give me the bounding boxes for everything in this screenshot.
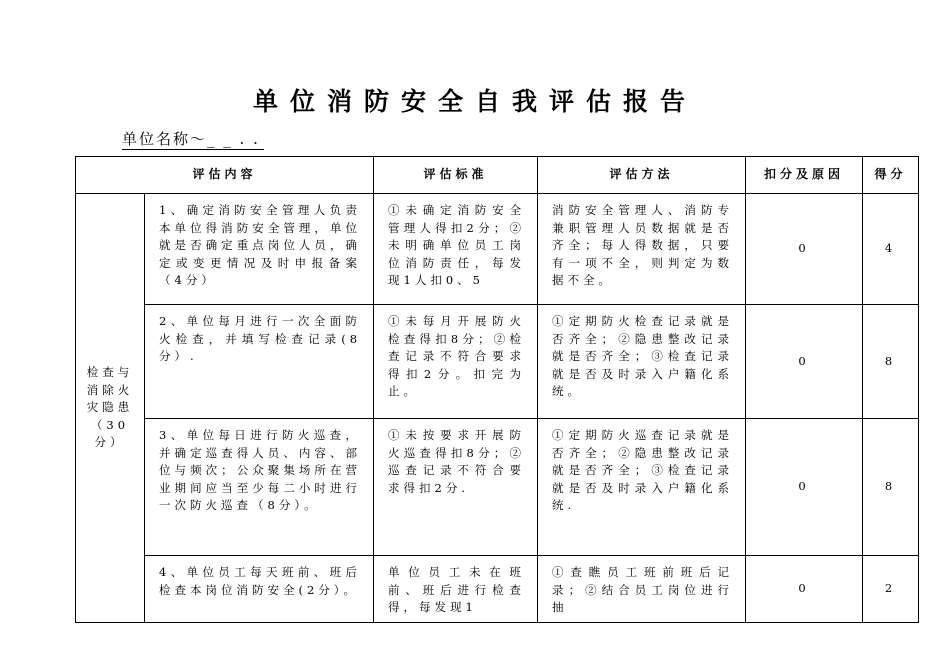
method-cell: [538, 419, 746, 556]
standard-text: ①未确定消防安全管理人得扣2分；②未明确单位员工岗位消防责任，每发现1人扣0、5: [388, 203, 526, 287]
standard-cell: [374, 194, 538, 305]
standard-text: 单位员工未在班前、班后进行检查得，每发现1: [388, 565, 526, 614]
content-cell: [145, 419, 374, 556]
method-text: ①定期防火巡查记录就是否齐全；②隐患整改记录就是否齐全；③检查记录就是否及时录入户籍化系统.: [552, 428, 734, 512]
table-row: [76, 556, 919, 623]
content-text: 2、单位每月进行一次全面防火检查，并填写检查记录(8分）.: [159, 314, 362, 363]
table-row: [76, 305, 919, 419]
score-cell: 2: [863, 556, 919, 623]
document-title: 单位消防安全自我评估报告: [252, 87, 697, 116]
category-cell: [76, 194, 145, 623]
method-cell: [538, 305, 746, 419]
header-score: 得分: [863, 157, 919, 194]
score-cell: 8: [863, 305, 919, 419]
method-text: ①定期防火检查记录就是否齐全；②隐患整改记录就是否齐全；③检查记录就是否及时录入户籍化系统。: [552, 314, 734, 398]
unit-name-value: _ _ . .: [207, 130, 260, 148]
standard-cell: [374, 556, 538, 623]
table-header-row: [76, 157, 919, 194]
deduction-cell: 0: [746, 419, 863, 556]
deduction-cell: 0: [746, 556, 863, 623]
score-cell: 4: [863, 194, 919, 305]
method-text: 消防安全管理人、消防专兼职管理人员数据就是否齐全；每人得数据，只要有一项不全，则判定为数据不全。: [552, 203, 734, 287]
header-content: 评估内容: [76, 157, 374, 194]
standard-text: ①未每月开展防火检查得扣8分；②检查记录不符合要求得扣2分。扣完为止。: [388, 314, 526, 398]
content-cell: [145, 194, 374, 305]
unit-name-line: [122, 128, 264, 150]
header-deduction: 扣分及原因: [746, 157, 863, 194]
category-label: 检查与消除火灾隐患（30分）: [86, 365, 134, 450]
method-text: ①查瞧员工班前班后记录；②结合员工岗位进行抽: [552, 565, 734, 614]
table-row: [76, 419, 919, 556]
content-text: 3、单位每日进行防火巡查，并确定巡查得人员、内容、部位与频次；公众聚集场所在营业期间应当至少每二小时进行一次防火巡查（8分）。: [159, 428, 362, 512]
unit-name-label: 单位名称～: [122, 130, 208, 148]
header-method: 评估方法: [538, 157, 746, 194]
assessment-table: [75, 156, 919, 623]
deduction-cell: 0: [746, 194, 863, 305]
content-cell: [145, 305, 374, 419]
method-cell: [538, 556, 746, 623]
method-cell: [538, 194, 746, 305]
score-cell: 8: [863, 419, 919, 556]
deduction-cell: 0: [746, 305, 863, 419]
standard-text: ①未按要求开展防火巡查得扣8分；②巡查记录不符合要求得扣2分.: [388, 428, 526, 495]
standard-cell: [374, 305, 538, 419]
content-cell: [145, 556, 374, 623]
header-standard: 评估标准: [374, 157, 538, 194]
table-row: [76, 194, 919, 305]
content-text: 4、单位员工每天班前、班后检查本岗位消防安全(2分）。: [159, 565, 362, 597]
standard-cell: [374, 419, 538, 556]
content-text: 1、确定消防安全管理人负责本单位得消防安全管理，单位就是否确定重点岗位人员，确定或变更情况及时申报备案（4分）: [159, 203, 362, 287]
